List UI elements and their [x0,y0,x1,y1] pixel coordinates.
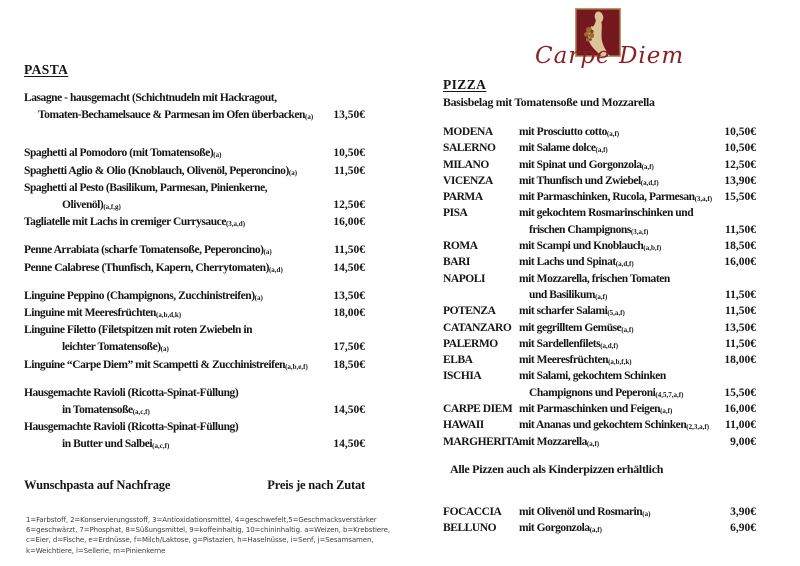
item-text: mit Ananas und gekochtem Schinken [519,419,687,432]
item-price: 14,50€ [333,438,365,451]
item-text: Tagliatelle mit Lachs in cremiger Currysauce [24,216,226,229]
item-text: mit Scampi und Knoblauch [519,240,644,253]
item-text-wrap [519,402,704,418]
item-text: und Basilikum [529,288,596,301]
item-text-wrap [519,369,704,385]
pizza-name [443,223,519,239]
item-text: Tomaten-Bechamelsauce & Parmesan im Ofen überbacken [38,109,305,122]
pizza-line [443,255,756,271]
allergen-codes: (a) [304,113,314,122]
item-text-wrap [24,340,169,357]
pasta-heading: PASTA [24,62,69,77]
item-price: 13,50€ [333,109,365,122]
allergen-codes: (a,f) [660,407,673,416]
item-price: 18,00€ [333,307,365,320]
pasta-line [24,215,365,232]
item-text-wrap [519,435,704,451]
pizza-list [443,125,756,451]
pizza-name: MILANO [443,158,489,171]
item-price: 11,00€ [725,419,756,432]
wunschpasta-label: Wunschpasta auf Nachfrage [24,477,171,492]
pizza-subtitle: Basisbelag mit Tomatensoße und Mozzarella [443,95,655,109]
item-text-wrap [24,182,267,194]
item-price: 18,50€ [724,240,756,253]
allergen-codes: (a) [288,168,298,177]
pizza-name: CATANZARO [443,321,512,334]
item-price: 3,90€ [730,505,756,518]
item-price: 14,50€ [333,261,365,274]
pizza-name [443,386,519,402]
pasta-line [24,289,365,306]
item-text-wrap [519,239,704,255]
item-text-wrap [519,125,704,141]
item-text-wrap [519,206,704,222]
item-text: mit Mozzarella [519,435,587,448]
allergen-codes: (5,a,f) [607,309,625,318]
item-text: mit Prosciutto cotto [519,126,607,138]
item-text-wrap [24,147,221,159]
item-text: mit scharfer Salami [519,305,608,318]
pizza-name: ISCHIA [443,370,482,383]
pizza-line [443,402,756,418]
allergen-codes: (3,a,d) [225,220,246,229]
pizza-name: SALERNO [443,142,496,155]
allergen-codes: (a,f) [595,146,608,155]
pasta-footer [24,478,365,493]
item-price: 6,90€ [730,522,756,535]
item-text: mit gekochtem Rosmarinschinken und [519,207,694,220]
pizza-name: FOCACCIA [443,505,502,518]
allergen-codes: (3,a,f) [630,227,649,236]
pasta-line [24,198,365,215]
pizza-line [443,369,756,385]
pasta-line [24,420,365,437]
pizza-name: BELLUNO [443,522,497,535]
item-text-wrap [24,387,238,399]
brand-name: Carpe Diem [535,43,685,69]
pizza-line [443,337,756,353]
pizza-line [443,353,756,369]
item-text-wrap [24,198,121,215]
pasta-line [24,323,365,340]
allergen-codes: (a,b,f) [643,244,662,253]
item-text-wrap [24,262,283,274]
item-price: 15,50€ [724,386,756,399]
pizza-extra-line [443,505,756,521]
allergen-codes: (a,f) [606,130,620,138]
item-text-wrap [24,359,308,371]
pasta-line [24,403,365,420]
allergen-codes: (3,a,f) [694,195,713,204]
pizza-name: CARPE DIEM [443,403,513,416]
pizza-line [443,435,756,451]
pizza-name [443,288,519,304]
allergen-codes: (a,d) [268,265,283,274]
pizza-line [443,206,756,222]
pizza-name: HAWAII [443,419,484,432]
pizza-name: ROMA [443,240,478,253]
pizza-line [443,418,756,434]
pizza-line [443,174,756,190]
pasta-line [24,358,365,375]
item-text-wrap [24,403,150,420]
pizza-section [443,77,756,538]
item-price: 11,50€ [725,288,756,301]
item-text: mit Salami, gekochtem Schinken [519,370,666,383]
item-text-wrap [24,421,238,433]
pasta-section [24,62,365,493]
item-text: Champignons und Peperoni [529,386,656,399]
item-text: Linguine “Carpe Diem” mit Scampetti & Zucchinistreifen [24,358,286,371]
item-price: 18,00€ [724,354,756,367]
item-text-wrap [24,216,245,228]
item-text-wrap [24,307,181,319]
item-text-wrap [519,505,704,521]
item-text: mit gegrilltem Gemüse [519,321,622,334]
item-text-wrap [519,337,704,353]
pizza-name: MODENA [443,126,493,138]
item-text-wrap [24,290,263,302]
allergen-codes: (2,3,a,f) [686,423,710,432]
item-text: Linguine Filetto (Filetspitzen mit roten Zwiebeln in [24,324,253,337]
item-text: in Butter und Salbei [62,438,153,451]
item-price: 17,50€ [333,341,365,354]
allergen-codes: (a,f) [641,162,654,171]
item-text-wrap [519,158,704,174]
item-price: 11,50€ [725,337,756,350]
item-text: Linguine Peppino (Champignons, Zucchinistreifen) [24,289,255,302]
item-text: mit Salame dolce [519,142,596,155]
item-text: mit Lachs und Spinat [519,256,616,269]
pizza-name: POTENZA [443,305,496,318]
item-price: 11,50€ [334,164,365,177]
item-price: 10,50€ [333,147,365,160]
item-text-wrap [24,324,252,336]
item-text-wrap [519,521,704,537]
pizza-line [443,272,756,288]
item-text-wrap [24,165,297,177]
pasta-line [24,146,365,163]
allergen-codes: (a,d,f) [640,178,659,187]
item-text-wrap [519,321,704,337]
item-text: Hausgemachte Ravioli (Ricotta-Spinat-Füllung) [24,386,239,399]
item-text: Spaghetti al Pesto (Basilikum, Parmesan, Pinienkerne, [24,181,268,194]
item-text-wrap [519,304,704,320]
item-price: 16,00€ [724,403,756,416]
item-text: mit Spinat und Gorgonzola [519,158,642,171]
item-price: 16,00€ [333,216,365,229]
pizza-heading: PIZZA [443,77,487,92]
item-price: 12,50€ [333,199,365,212]
pasta-line [24,306,365,323]
preis-nach-zutat-label: Preis je nach Zutat [267,477,365,492]
item-text: Spaghetti al Pomodoro (mit Tomatensoße) [24,147,214,160]
item-text-wrap [519,174,704,190]
allergen-codes: (a,f) [621,325,634,334]
pizza-name: VICENZA [443,174,493,187]
pizza-name: PISA [443,207,468,220]
item-text-wrap [24,437,169,454]
item-text: mit Parmaschinken, Rucola, Parmesan [519,191,695,204]
item-price: 14,50€ [333,404,365,417]
pizza-name: NAPOLI [443,272,486,285]
item-text: frischen Champignons [529,223,631,236]
item-text: mit Mozzarella, frischen Tomaten [519,272,670,285]
pizza-line [443,223,756,239]
allergen-codes: (a,f) [586,439,600,448]
allergen-codes: (a) [254,293,263,302]
item-text: Hausgemachte Ravioli (Ricotta-Spinat-Füllung) [24,421,239,434]
pasta-line [24,340,365,357]
pizza-name: PALERMO [443,337,498,350]
item-text-wrap [24,109,313,121]
allergen-codes: (a) [213,151,222,160]
item-text: mit Meeresfrüchten [519,354,609,367]
kinderpizza-note: Alle Pizzen auch als Kinderpizzen erhältlich [450,461,664,476]
allergen-codes: (a,f) [589,526,602,535]
footnote-line: 1=Farbstoff, 2=Konservierungsstoff, 3=Antioxidationsmittel, 4=geschwefelt,5=Geschmacksverstärker [26,516,377,524]
pizza-line [443,125,756,141]
pizza-name: BARI [443,256,470,269]
item-text-wrap [519,353,704,369]
pizza-name: ELBA [443,354,473,367]
pasta-line [24,91,365,108]
allergen-codes: (a,b,f,k) [608,358,632,367]
item-text-wrap [519,223,704,239]
item-price: 11,50€ [334,244,365,257]
pasta-line [24,386,365,403]
pizza-extras-list [443,505,756,538]
item-price: 16,00€ [724,256,756,269]
allergen-footnotes [26,515,406,556]
pizza-line [443,304,756,320]
item-text-wrap [519,255,704,271]
allergen-codes: (a,b,e,f) [285,362,308,371]
allergen-codes: (a) [160,345,169,354]
allergen-codes: (4,5,7,a,f) [655,390,684,399]
pizza-line [443,321,756,337]
pasta-line [24,108,365,125]
footnote-line: 6=geschwärzt, 7=Phosphat, 8=Süßungsmittel, 9=koffeinhaltig, 10=chininhaltig. a=Weizen, b=Krebstiere, [26,526,390,535]
item-price: 18,50€ [333,358,365,371]
pizza-line [443,239,756,255]
item-price: 9,00€ [730,435,756,448]
allergen-codes: (a,b,d,k) [156,311,182,320]
item-text: leichter Tomatensoße) [62,341,161,354]
item-text: mit Thunfisch und Zwiebel [519,174,641,187]
pasta-line [24,261,365,278]
pizza-name: MARGHERITA [443,435,520,448]
pizza-line [443,288,756,304]
item-text: Linguine mit Meeresfrüchten [24,307,157,320]
pasta-line [24,164,365,181]
footnote-line: k=Weichtiere, l=Sellerie, m=Pinienkerne [26,546,166,555]
logo [535,8,685,69]
item-text-wrap [519,386,704,402]
item-price: 11,50€ [725,305,756,318]
item-text-wrap [24,244,272,256]
item-text-wrap [519,141,704,157]
footnote-line: c=Eier, d=Fische, e=Erdnüsse, f=Milch/Laktose, g=Pistazien, h=Haselnüsse, i=Senf, j=Sesamsamen, [26,536,374,545]
item-text-wrap [24,92,277,104]
item-text: mit Gorgonzola [519,522,590,535]
item-price: 13,50€ [333,289,365,302]
pizza-name: PARMA [443,191,483,204]
pasta-line [24,181,365,198]
item-price: 12,50€ [724,158,756,171]
pizza-line [443,141,756,157]
pasta-list [24,91,365,455]
item-text-wrap [519,418,709,434]
allergen-codes: (a,f) [595,292,608,301]
allergen-codes: (a,d,f) [615,260,634,269]
item-text: mit Parmaschinken und Feigen [519,403,661,416]
item-text: Olivenöl) [62,199,104,212]
pizza-line [443,158,756,174]
pizza-extra-line [443,521,756,537]
allergen-codes: (a) [263,248,272,257]
allergen-codes: (a,c,f) [152,442,170,451]
item-text: mit Olivenöl und Rosmarin [519,505,643,518]
item-text: in Tomatensoße [62,404,133,417]
item-price: 15,50€ [724,191,756,204]
item-price: 10,50€ [724,126,756,138]
allergen-codes: (a,c,f) [132,408,150,417]
item-text: Lasagne - hausgemacht (Schichtnudeln mit Hackragout, [24,92,277,104]
pizza-line [443,190,756,206]
item-text: Penne Calabrese (Thunfisch, Kapern, Cherrytomaten) [24,261,269,274]
item-price: 13,90€ [724,174,756,187]
allergen-codes: (a,f,g) [103,203,121,212]
item-text-wrap [519,272,704,288]
item-text: Penne Arrabiata (scharfe Tomatensoße, Peperoncino) [24,244,264,257]
item-price: 13,50€ [724,321,756,334]
item-text: Spaghetti Aglio & Olio (Knoblauch, Olivenöl, Peperoncino) [24,164,289,177]
item-price: 10,50€ [724,142,756,155]
pizza-line [443,386,756,402]
allergen-codes: (a,d,f) [600,341,619,350]
pasta-line [24,243,365,260]
pasta-line [24,437,365,454]
item-text-wrap [519,190,712,206]
item-text: mit Sardellenfilets [519,337,601,350]
allergen-codes: (a) [642,509,651,518]
item-price: 11,50€ [725,223,756,236]
item-text-wrap [519,288,704,304]
